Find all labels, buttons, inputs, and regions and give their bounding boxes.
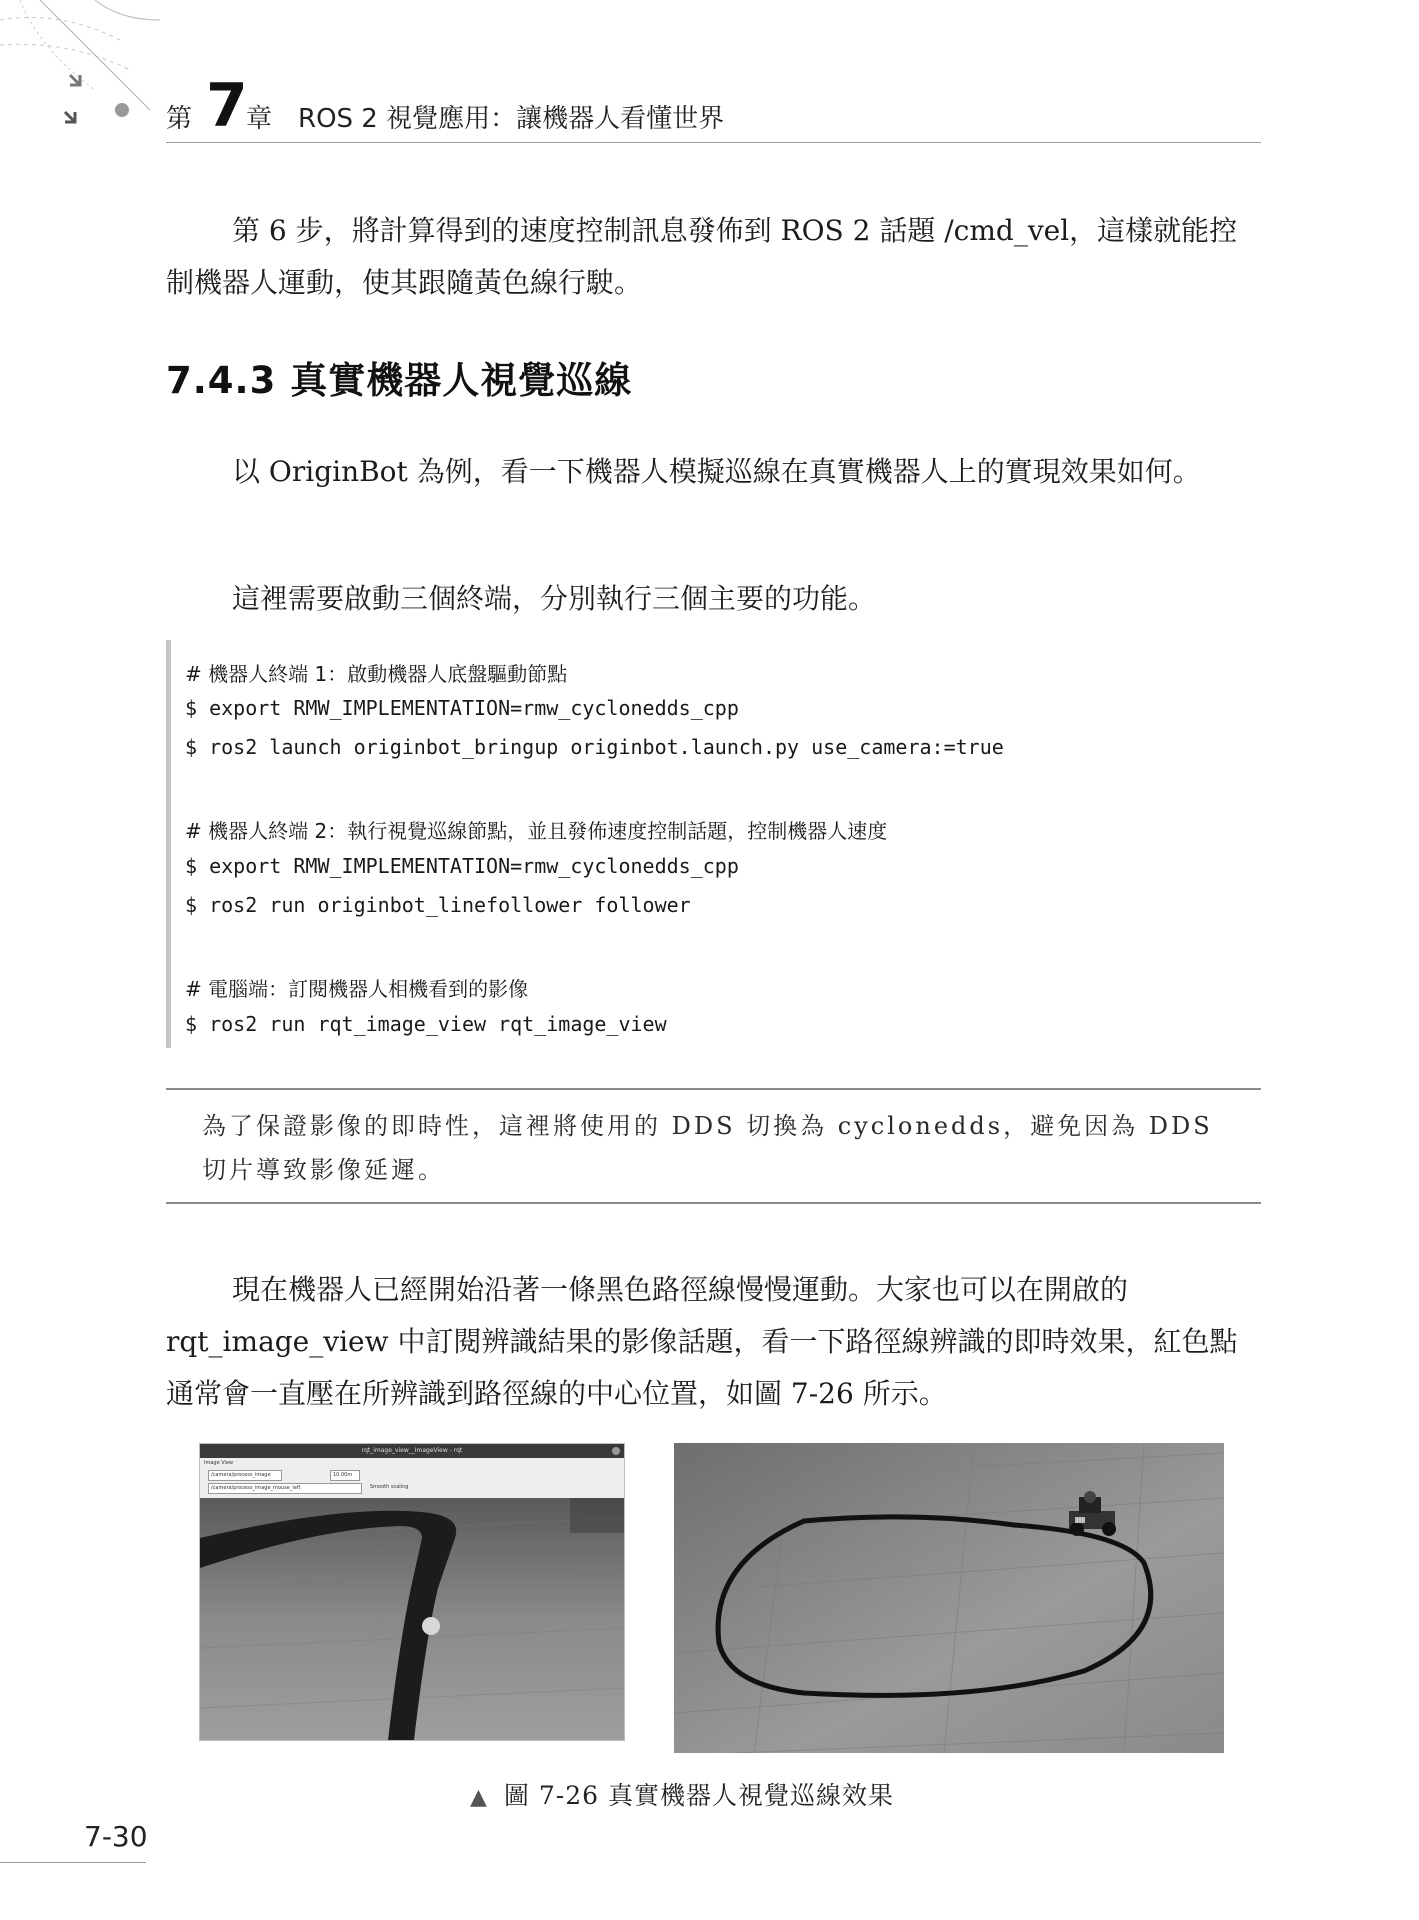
- code-command: $ ros2 run originbot_linefollower follower: [185, 893, 691, 917]
- chapter-header: [166, 71, 1261, 143]
- code-comment: # 機器人終端 2：執行視覺巡線節點，並且發佈速度控制話題，控制機器人速度: [185, 819, 888, 843]
- paragraph-terminals-text: 這裡需要啟動三個終端，分別執行三個主要的功能。: [232, 582, 877, 615]
- note-text: 為了保證影像的即時性，這裡將使用的 DDS 切換為 cyclonedds，避免因為 DDS 切片導致影像延遲。: [202, 1112, 1213, 1184]
- window-title: rqt_image_view__ImageView - rqt: [361, 1447, 463, 1454]
- close-icon: [612, 1447, 620, 1455]
- corner-decoration: [0, 0, 170, 140]
- robot-photo: [674, 1443, 1224, 1753]
- chapter-title: ROS 2 視覺應用：讓機器人看懂世界: [298, 104, 725, 134]
- paragraph-result: [166, 1264, 1261, 1420]
- topic-select: /camera/process_image: [208, 1470, 282, 1481]
- code-comment: # 機器人終端 1：啟動機器人底盤驅動節點: [185, 662, 568, 686]
- section-title: 7.4.3 真實機器人視覺巡線: [166, 359, 633, 402]
- figure-caption: [470, 1776, 894, 1812]
- code-comment: # 電腦端：訂閱機器人相機看到的影像: [185, 977, 529, 1001]
- image-view-toolbar: [200, 1458, 624, 1498]
- page-number: 7-30: [84, 1820, 148, 1853]
- panel-label: Image View: [204, 1460, 234, 1466]
- chapter-suffix: 章: [246, 104, 273, 134]
- caption-triangle-icon: ▲: [470, 1785, 488, 1810]
- note-box: [166, 1088, 1261, 1204]
- paragraph-terminals: [166, 573, 1261, 625]
- mouse-topic-input: /camera/process_image_mouse_left: [208, 1483, 362, 1494]
- window-titlebar: [200, 1444, 624, 1458]
- smooth-scaling-checkbox: Smooth scaling: [370, 1484, 409, 1490]
- code-command: $ export RMW_IMPLEMENTATION=rmw_cyclonedds_cpp: [185, 696, 739, 720]
- code-command: $ export RMW_IMPLEMENTATION=rmw_cyclonedds_cpp: [185, 854, 739, 878]
- zoom-input: 10.00m: [330, 1470, 360, 1481]
- paragraph-intro-text: 以 OriginBot 為例，看一下機器人模擬巡線在真實機器人上的實現效果如何。: [232, 455, 1201, 488]
- paragraph-step6-text: 第 6 步，將計算得到的速度控制訊息發佈到 ROS 2 話題 /cmd_vel，這樣就能控制機器人運動，使其跟隨黃色線行駛。: [166, 214, 1238, 299]
- code-command: $ ros2 run rqt_image_view rqt_image_view: [185, 1012, 667, 1036]
- camera-image: [200, 1498, 624, 1740]
- page-number-rule: [0, 1862, 146, 1863]
- figure-rqt-screenshot: [199, 1443, 625, 1741]
- paragraph-result-text: 現在機器人已經開始沿著一條黑色路徑線慢慢運動。大家也可以在開啟的 rqt_image_view 中訂閱辨識結果的影像話題，看一下路徑線辨識的即時效果，紅色點通常會一直壓在所辨識到路徑線的中心位置，如圖 7-26 所示。: [166, 1273, 1238, 1410]
- chapter-number: 7: [206, 71, 248, 141]
- paragraph-step6: [166, 205, 1261, 309]
- center-point-marker: [422, 1617, 440, 1635]
- code-block: [166, 640, 1266, 1048]
- caption-text: 圖 7-26 真實機器人視覺巡線效果: [503, 1781, 894, 1810]
- code-command: $ ros2 launch originbot_bringup originbot.launch.py use_camera:=true: [185, 735, 1004, 759]
- figure-robot-photo: [674, 1443, 1224, 1753]
- chapter-prefix: 第: [166, 104, 193, 134]
- arrow-icon: [70, 75, 80, 85]
- paragraph-intro: [166, 446, 1261, 498]
